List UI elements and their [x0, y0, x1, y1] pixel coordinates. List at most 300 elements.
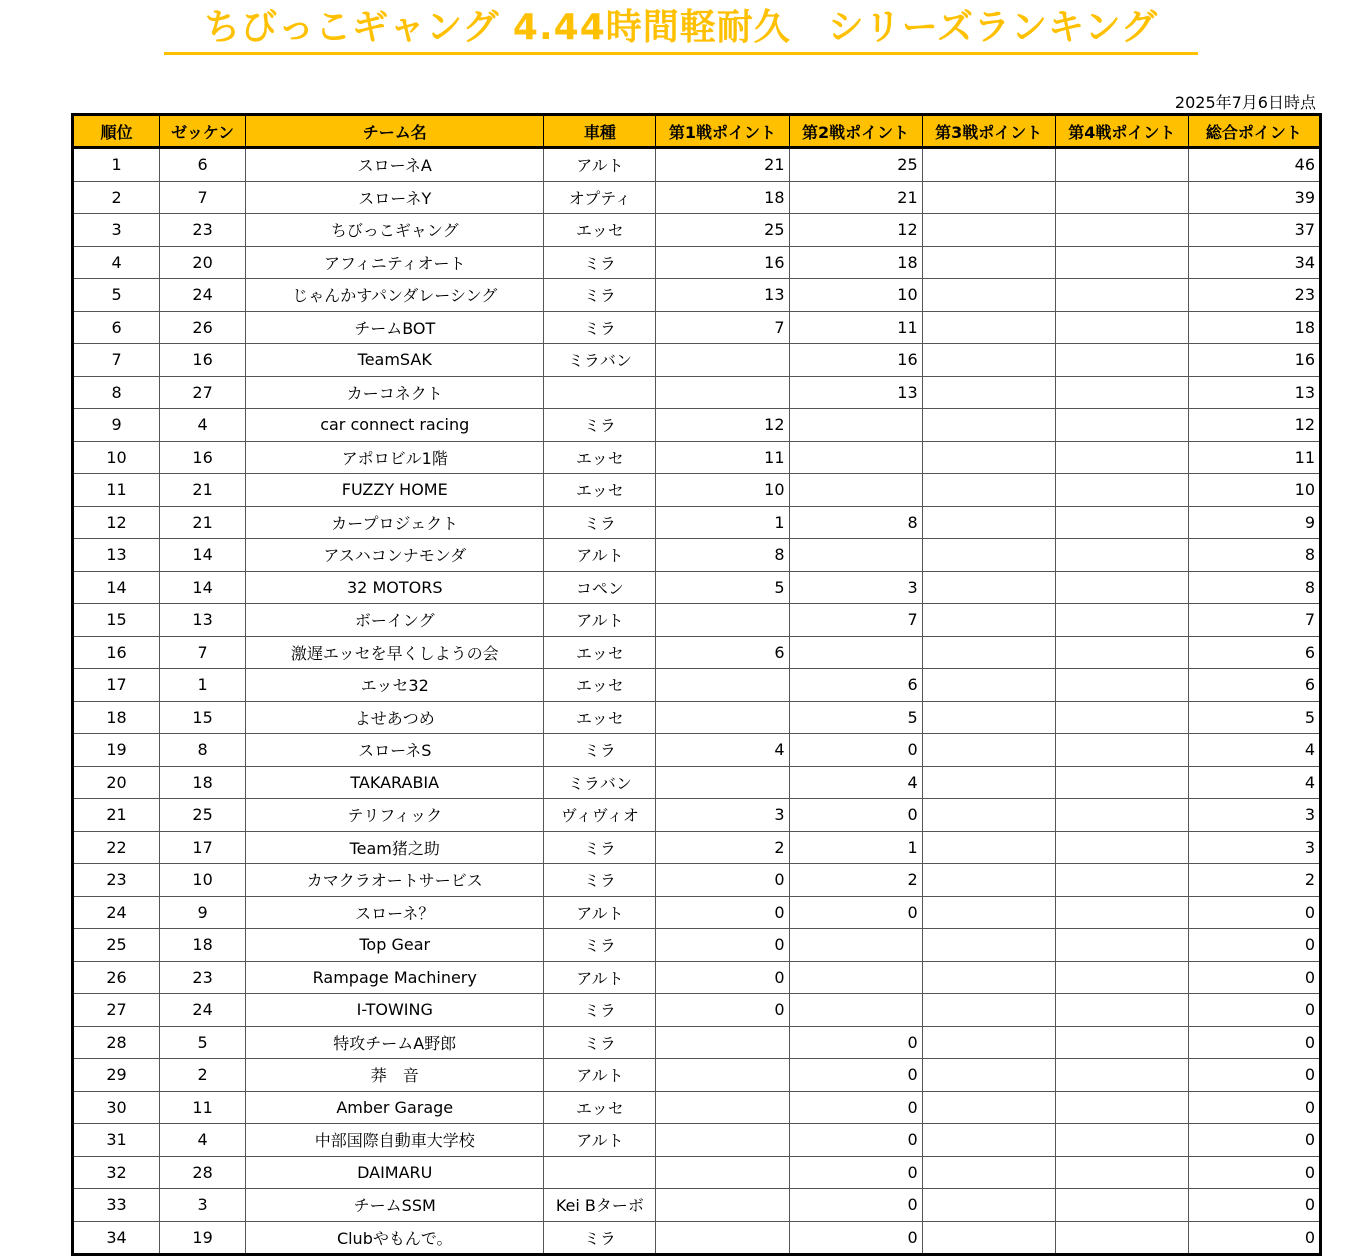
total-points-cell: 0: [1188, 1059, 1320, 1092]
round4-points-cell: [1055, 831, 1188, 864]
rank-cell: 5: [73, 279, 160, 312]
round4-points-cell: [1055, 1189, 1188, 1222]
car-model-cell: ミラ: [544, 929, 656, 962]
team-name-cell: 莽 音: [246, 1059, 544, 1092]
round3-points-cell: [922, 929, 1055, 962]
team-name-cell: スローネA: [246, 148, 544, 182]
table-body: [73, 148, 1321, 1255]
round4-points-cell: [1055, 409, 1188, 442]
team-name-cell: Clubやもんで。: [246, 1221, 544, 1255]
team-name-cell: じゃんかすパンダレーシング: [246, 279, 544, 312]
bib-cell: 4: [160, 1124, 246, 1157]
round3-points-cell: [922, 1026, 1055, 1059]
round2-points-cell: 0: [789, 896, 922, 929]
team-name-cell: 32 MOTORS: [246, 571, 544, 604]
round4-points-cell: [1055, 864, 1188, 897]
car-model-cell: ミラ: [544, 409, 656, 442]
rank-cell: 31: [73, 1124, 160, 1157]
team-name-cell: Team猪之助: [246, 831, 544, 864]
rank-cell: 8: [73, 376, 160, 409]
total-points-cell: 4: [1188, 766, 1320, 799]
total-points-cell: 0: [1188, 1156, 1320, 1189]
round1-points-cell: [656, 669, 789, 702]
round1-points-cell: [656, 766, 789, 799]
rank-cell: 29: [73, 1059, 160, 1092]
round2-points-cell: [789, 474, 922, 507]
bib-cell: 27: [160, 376, 246, 409]
round3-points-cell: [922, 994, 1055, 1027]
round1-points-cell: 25: [656, 214, 789, 247]
bib-cell: 21: [160, 506, 246, 539]
round1-points-cell: 6: [656, 636, 789, 669]
round3-points-cell: [922, 148, 1055, 182]
round2-points-cell: 2: [789, 864, 922, 897]
total-points-cell: 0: [1188, 961, 1320, 994]
round3-points-cell: [922, 376, 1055, 409]
bib-cell: 15: [160, 701, 246, 734]
rank-cell: 13: [73, 539, 160, 572]
total-points-cell: 4: [1188, 734, 1320, 767]
round4-points-cell: [1055, 799, 1188, 832]
table-row: [73, 766, 1321, 799]
round2-points-cell: [789, 409, 922, 442]
bib-cell: 3: [160, 1189, 246, 1222]
round4-points-cell: [1055, 896, 1188, 929]
team-name-cell: ボーイング: [246, 604, 544, 637]
round3-points-cell: [922, 181, 1055, 214]
round4-points-cell: [1055, 701, 1188, 734]
round2-points-cell: [789, 441, 922, 474]
rank-cell: 30: [73, 1091, 160, 1124]
table-row: [73, 376, 1321, 409]
round3-points-cell: [922, 604, 1055, 637]
bib-cell: 4: [160, 409, 246, 442]
round2-points-cell: 0: [789, 1059, 922, 1092]
car-model-cell: コペン: [544, 571, 656, 604]
table-row: [73, 1189, 1321, 1222]
total-points-cell: 23: [1188, 279, 1320, 312]
total-points-cell: 34: [1188, 246, 1320, 279]
bib-cell: 14: [160, 539, 246, 572]
team-name-cell: スローネ？: [246, 896, 544, 929]
table-row: [73, 181, 1321, 214]
round2-points-cell: 5: [789, 701, 922, 734]
round1-points-cell: 16: [656, 246, 789, 279]
table-row: [73, 1156, 1321, 1189]
round2-points-cell: 0: [789, 799, 922, 832]
total-points-cell: 46: [1188, 148, 1320, 182]
bib-cell: 23: [160, 961, 246, 994]
table-row: [73, 344, 1321, 377]
round2-points-cell: 18: [789, 246, 922, 279]
round1-points-cell: 12: [656, 409, 789, 442]
round4-points-cell: [1055, 279, 1188, 312]
team-name-cell: ちびっこギャング: [246, 214, 544, 247]
table-row: [73, 1059, 1321, 1092]
round4-points-cell: [1055, 636, 1188, 669]
bib-cell: 8: [160, 734, 246, 767]
rank-cell: 20: [73, 766, 160, 799]
total-points-cell: 10: [1188, 474, 1320, 507]
round3-points-cell: [922, 279, 1055, 312]
total-points-cell: 12: [1188, 409, 1320, 442]
rank-cell: 4: [73, 246, 160, 279]
column-header-round2-points: 第2戦ポイント: [789, 115, 922, 148]
total-points-cell: 0: [1188, 1091, 1320, 1124]
round4-points-cell: [1055, 1221, 1188, 1255]
table-row: [73, 279, 1321, 312]
table-row: [73, 214, 1321, 247]
round4-points-cell: [1055, 929, 1188, 962]
team-name-cell: エッセ32: [246, 669, 544, 702]
bib-cell: 19: [160, 1221, 246, 1255]
total-points-cell: 0: [1188, 994, 1320, 1027]
table-row: [73, 929, 1321, 962]
rank-cell: 1: [73, 148, 160, 182]
car-model-cell: エッセ: [544, 474, 656, 507]
bib-cell: 1: [160, 669, 246, 702]
car-model-cell: エッセ: [544, 1091, 656, 1124]
page-title: [0, 4, 1362, 55]
car-model-cell: ミラ: [544, 311, 656, 344]
round4-points-cell: [1055, 441, 1188, 474]
round2-points-cell: [789, 929, 922, 962]
rank-cell: 34: [73, 1221, 160, 1255]
team-name-cell: チームSSM: [246, 1189, 544, 1222]
table-row: [73, 311, 1321, 344]
round2-points-cell: 11: [789, 311, 922, 344]
table-row: [73, 896, 1321, 929]
round3-points-cell: [922, 246, 1055, 279]
team-name-cell: car connect racing: [246, 409, 544, 442]
round1-points-cell: 8: [656, 539, 789, 572]
round1-points-cell: 0: [656, 994, 789, 1027]
column-header-round4-points: 第4戦ポイント: [1055, 115, 1188, 148]
team-name-cell: チームBOT: [246, 311, 544, 344]
car-model-cell: ミラ: [544, 1026, 656, 1059]
column-header-rank: 順位: [73, 115, 160, 148]
car-model-cell: Kei Bターボ: [544, 1189, 656, 1222]
round3-points-cell: [922, 311, 1055, 344]
table-row: [73, 506, 1321, 539]
round1-points-cell: [656, 344, 789, 377]
team-name-cell: スローネS: [246, 734, 544, 767]
round4-points-cell: [1055, 1124, 1188, 1157]
car-model-cell: ヴィヴィオ: [544, 799, 656, 832]
round3-points-cell: [922, 1124, 1055, 1157]
round2-points-cell: 16: [789, 344, 922, 377]
as-of-date: 2025年7月6日時点: [1174, 93, 1316, 112]
round1-points-cell: [656, 1026, 789, 1059]
bib-cell: 16: [160, 344, 246, 377]
round4-points-cell: [1055, 344, 1188, 377]
round1-points-cell: 2: [656, 831, 789, 864]
table-row: [73, 1124, 1321, 1157]
table-row: [73, 831, 1321, 864]
rank-cell: 17: [73, 669, 160, 702]
rank-cell: 33: [73, 1189, 160, 1222]
rank-cell: 26: [73, 961, 160, 994]
total-points-cell: 0: [1188, 896, 1320, 929]
car-model-cell: アルト: [544, 896, 656, 929]
round3-points-cell: [922, 669, 1055, 702]
total-points-cell: 6: [1188, 669, 1320, 702]
table-row: [73, 1026, 1321, 1059]
team-name-cell: 特攻チームA野郎: [246, 1026, 544, 1059]
round2-points-cell: 25: [789, 148, 922, 182]
table-row: [73, 441, 1321, 474]
rank-cell: 2: [73, 181, 160, 214]
total-points-cell: 11: [1188, 441, 1320, 474]
round3-points-cell: [922, 474, 1055, 507]
round3-points-cell: [922, 539, 1055, 572]
round3-points-cell: [922, 864, 1055, 897]
round3-points-cell: [922, 734, 1055, 767]
table-row: [73, 734, 1321, 767]
rank-cell: 25: [73, 929, 160, 962]
table-row: [73, 571, 1321, 604]
team-name-cell: FUZZY HOME: [246, 474, 544, 507]
car-model-cell: アルト: [544, 148, 656, 182]
round4-points-cell: [1055, 148, 1188, 182]
table-row: [73, 961, 1321, 994]
table-row: [73, 246, 1321, 279]
round2-points-cell: 0: [789, 1156, 922, 1189]
table-row: [73, 994, 1321, 1027]
team-name-cell: テリフィック: [246, 799, 544, 832]
rank-cell: 12: [73, 506, 160, 539]
round1-points-cell: 5: [656, 571, 789, 604]
round2-points-cell: 3: [789, 571, 922, 604]
round1-points-cell: 3: [656, 799, 789, 832]
round1-points-cell: [656, 376, 789, 409]
round2-points-cell: [789, 961, 922, 994]
round2-points-cell: 8: [789, 506, 922, 539]
team-name-cell: TeamSAK: [246, 344, 544, 377]
rank-cell: 21: [73, 799, 160, 832]
bib-cell: 18: [160, 929, 246, 962]
round3-points-cell: [922, 409, 1055, 442]
table-row: [73, 604, 1321, 637]
rank-cell: 7: [73, 344, 160, 377]
bib-cell: 18: [160, 766, 246, 799]
round3-points-cell: [922, 701, 1055, 734]
rank-cell: 32: [73, 1156, 160, 1189]
table-row: [73, 669, 1321, 702]
total-points-cell: 8: [1188, 571, 1320, 604]
round2-points-cell: 21: [789, 181, 922, 214]
round2-points-cell: 12: [789, 214, 922, 247]
bib-cell: 13: [160, 604, 246, 637]
car-model-cell: エッセ: [544, 441, 656, 474]
total-points-cell: 0: [1188, 1124, 1320, 1157]
round3-points-cell: [922, 961, 1055, 994]
table-row: [73, 409, 1321, 442]
car-model-cell: ミラ: [544, 279, 656, 312]
round2-points-cell: 0: [789, 1124, 922, 1157]
rank-cell: 14: [73, 571, 160, 604]
round3-points-cell: [922, 831, 1055, 864]
rank-cell: 18: [73, 701, 160, 734]
round2-points-cell: 0: [789, 1221, 922, 1255]
bib-cell: 6: [160, 148, 246, 182]
car-model-cell: エッセ: [544, 669, 656, 702]
round2-points-cell: 0: [789, 734, 922, 767]
bib-cell: 24: [160, 994, 246, 1027]
round1-points-cell: 7: [656, 311, 789, 344]
round4-points-cell: [1055, 604, 1188, 637]
rank-cell: 27: [73, 994, 160, 1027]
team-name-cell: 中部国際自動車大学校: [246, 1124, 544, 1157]
total-points-cell: 16: [1188, 344, 1320, 377]
total-points-cell: 18: [1188, 311, 1320, 344]
rank-cell: 11: [73, 474, 160, 507]
rank-cell: 15: [73, 604, 160, 637]
car-model-cell: ミラ: [544, 831, 656, 864]
round2-points-cell: 0: [789, 1026, 922, 1059]
team-name-cell: アフィニティオート: [246, 246, 544, 279]
bib-cell: 16: [160, 441, 246, 474]
team-name-cell: Rampage Machinery: [246, 961, 544, 994]
bib-cell: 14: [160, 571, 246, 604]
car-model-cell: ミラ: [544, 1221, 656, 1255]
table-row: [73, 864, 1321, 897]
column-header-team-name: チーム名: [246, 115, 544, 148]
total-points-cell: 0: [1188, 1221, 1320, 1255]
bib-cell: 7: [160, 181, 246, 214]
car-model-cell: オプティ: [544, 181, 656, 214]
team-name-cell: カープロジェクト: [246, 506, 544, 539]
team-name-cell: Top Gear: [246, 929, 544, 962]
round4-points-cell: [1055, 474, 1188, 507]
team-name-cell: カマクラオートサービス: [246, 864, 544, 897]
bib-cell: 24: [160, 279, 246, 312]
round1-points-cell: [656, 1189, 789, 1222]
round3-points-cell: [922, 344, 1055, 377]
rank-cell: 19: [73, 734, 160, 767]
round1-points-cell: [656, 1221, 789, 1255]
round2-points-cell: 1: [789, 831, 922, 864]
round4-points-cell: [1055, 734, 1188, 767]
round4-points-cell: [1055, 376, 1188, 409]
rank-cell: 23: [73, 864, 160, 897]
round1-points-cell: 21: [656, 148, 789, 182]
bib-cell: 20: [160, 246, 246, 279]
round2-points-cell: 13: [789, 376, 922, 409]
bib-cell: 23: [160, 214, 246, 247]
bib-cell: 17: [160, 831, 246, 864]
total-points-cell: 3: [1188, 831, 1320, 864]
table-row: [73, 799, 1321, 832]
bib-cell: 25: [160, 799, 246, 832]
rank-cell: 3: [73, 214, 160, 247]
rank-cell: 10: [73, 441, 160, 474]
round1-points-cell: [656, 1156, 789, 1189]
rank-cell: 28: [73, 1026, 160, 1059]
round1-points-cell: [656, 701, 789, 734]
team-name-cell: よせあつめ: [246, 701, 544, 734]
round1-points-cell: 13: [656, 279, 789, 312]
round3-points-cell: [922, 214, 1055, 247]
round1-points-cell: [656, 1091, 789, 1124]
car-model-cell: ミラ: [544, 246, 656, 279]
car-model-cell: エッセ: [544, 701, 656, 734]
round4-points-cell: [1055, 571, 1188, 604]
ranking-table: [71, 113, 1322, 1256]
car-model-cell: アルト: [544, 1059, 656, 1092]
rank-cell: 6: [73, 311, 160, 344]
round1-points-cell: [656, 604, 789, 637]
car-model-cell: アルト: [544, 604, 656, 637]
team-name-cell: カーコネクト: [246, 376, 544, 409]
column-header-total-points: 総合ポイント: [1188, 115, 1320, 148]
total-points-cell: 13: [1188, 376, 1320, 409]
round3-points-cell: [922, 896, 1055, 929]
round3-points-cell: [922, 1156, 1055, 1189]
car-model-cell: [544, 1156, 656, 1189]
total-points-cell: 0: [1188, 1189, 1320, 1222]
total-points-cell: 9: [1188, 506, 1320, 539]
round2-points-cell: [789, 994, 922, 1027]
total-points-cell: 39: [1188, 181, 1320, 214]
total-points-cell: 3: [1188, 799, 1320, 832]
round3-points-cell: [922, 636, 1055, 669]
car-model-cell: ミラ: [544, 734, 656, 767]
team-name-cell: 激遅エッセを早くしようの会: [246, 636, 544, 669]
round4-points-cell: [1055, 214, 1188, 247]
bib-cell: 26: [160, 311, 246, 344]
table-row: [73, 701, 1321, 734]
car-model-cell: アルト: [544, 539, 656, 572]
car-model-cell: エッセ: [544, 636, 656, 669]
team-name-cell: アスハコンナモンダ: [246, 539, 544, 572]
round1-points-cell: 0: [656, 961, 789, 994]
round2-points-cell: 6: [789, 669, 922, 702]
rank-cell: 22: [73, 831, 160, 864]
total-points-cell: 2: [1188, 864, 1320, 897]
car-model-cell: ミラ: [544, 864, 656, 897]
car-model-cell: アルト: [544, 1124, 656, 1157]
round4-points-cell: [1055, 1026, 1188, 1059]
round1-points-cell: 18: [656, 181, 789, 214]
round1-points-cell: 0: [656, 929, 789, 962]
column-header-car-model: 車種: [544, 115, 656, 148]
round3-points-cell: [922, 1189, 1055, 1222]
total-points-cell: 7: [1188, 604, 1320, 637]
car-model-cell: [544, 376, 656, 409]
team-name-cell: Amber Garage: [246, 1091, 544, 1124]
team-name-cell: DAIMARU: [246, 1156, 544, 1189]
total-points-cell: 5: [1188, 701, 1320, 734]
round4-points-cell: [1055, 506, 1188, 539]
round3-points-cell: [922, 1059, 1055, 1092]
column-header-round3-points: 第3戦ポイント: [922, 115, 1055, 148]
round2-points-cell: [789, 636, 922, 669]
round1-points-cell: 11: [656, 441, 789, 474]
round4-points-cell: [1055, 961, 1188, 994]
car-model-cell: アルト: [544, 961, 656, 994]
rank-cell: 24: [73, 896, 160, 929]
bib-cell: 2: [160, 1059, 246, 1092]
round2-points-cell: 0: [789, 1091, 922, 1124]
round3-points-cell: [922, 1091, 1055, 1124]
bib-cell: 21: [160, 474, 246, 507]
bib-cell: 5: [160, 1026, 246, 1059]
round4-points-cell: [1055, 311, 1188, 344]
bib-cell: 10: [160, 864, 246, 897]
team-name-cell: スローネY: [246, 181, 544, 214]
bib-cell: 11: [160, 1091, 246, 1124]
